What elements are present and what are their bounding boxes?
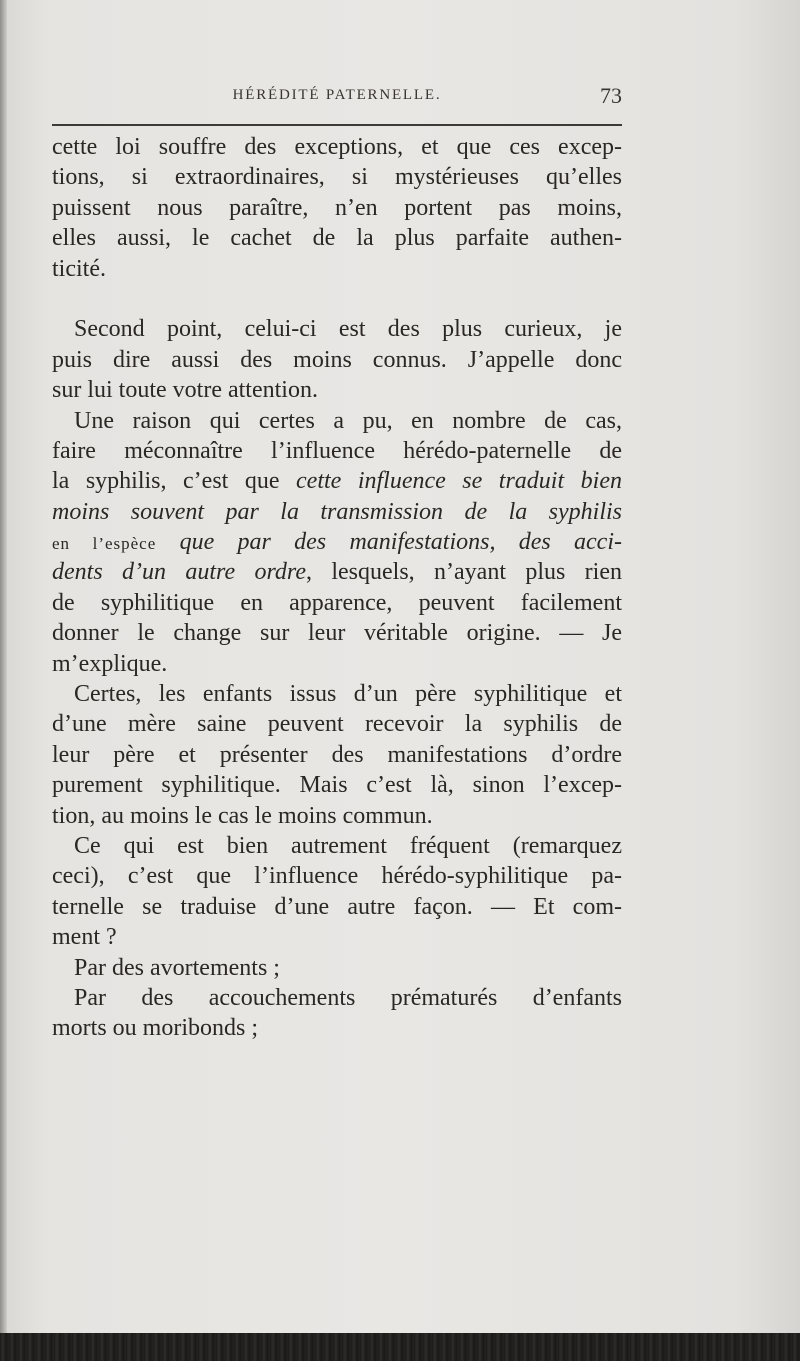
text-line: ceci), c’est que l’influence hérédo-syphilitique pa- [52, 863, 622, 890]
text-line: Par des avortements ; [74, 954, 280, 981]
text-line: cette loi souffre des exceptions, et que ces excep- [52, 134, 622, 160]
text-line: puissent nous paraître, n’en portent pas moins, [52, 194, 622, 221]
running-head [52, 83, 622, 113]
scan-bottom-edge [0, 1333, 800, 1361]
running-title: HÉRÉDITÉ PATERNELLE. [232, 87, 442, 103]
text-line: Second point, celui-ci est des plus curieux, je [74, 316, 622, 343]
body-text [52, 132, 622, 1044]
text-line: purement syphilitique. Mais c’est là, sinon l’excep- [52, 772, 622, 799]
text-line: d’une mère saine peuvent recevoir la syphilis de [52, 711, 622, 738]
text-line: morts ou moribonds ; [52, 1015, 259, 1042]
header-rule [52, 124, 622, 126]
text-line: sur lui toute votre attention. [52, 377, 318, 404]
text-line [52, 527, 622, 557]
text-line: puis dire aussi des moins connus. J’appelle donc [52, 346, 622, 373]
text-line: m’explique. [52, 650, 168, 677]
text-line: tion, au moins le cas le moins commun. [52, 802, 433, 829]
text-line: ternelle se traduise d’une autre façon. — Et com- [52, 893, 622, 920]
text-line: donner le change sur leur véritable origine. — Je [52, 620, 622, 647]
page-number: 73 [600, 83, 622, 108]
page-gutter-shadow [0, 0, 7, 1361]
text-line: elles aussi, le cachet de la plus parfaite authen- [52, 225, 622, 252]
paragraph-gap [52, 284, 622, 314]
text-line: Ce qui est bien autrement fréquent (remarquez [74, 832, 622, 859]
text-run: la syphilis, c’est que [52, 468, 297, 495]
text-line: leur père et présenter des manifestations d’ordre [52, 741, 622, 768]
italic-run: cette influence se traduit bien [296, 468, 622, 495]
text-line: tions, si extraordinaires, si mystérieuses qu’elles [52, 164, 622, 191]
italic-run: moins souvent par la transmission de la syphilis [52, 498, 622, 525]
text-run: , lesquels, n’ayant plus rien [306, 559, 622, 586]
text-line: Par des accouchements prématurés d’enfants [74, 984, 622, 1011]
text-line: ment ? [52, 924, 117, 951]
text-line: faire méconnaître l’influence hérédo-paternelle de [52, 437, 622, 464]
text-line: de syphilitique en apparence, peuvent facilement [52, 589, 622, 616]
italic-run: que par des manifestations, des acci- [156, 529, 622, 556]
text-line [52, 466, 622, 496]
text-line: ticité. [52, 255, 106, 282]
text-line [52, 557, 622, 587]
text-line: Certes, les enfants issus d’un père syphilitique et [74, 681, 622, 708]
italic-run: dents d’un autre ordre [52, 559, 307, 586]
small-caps-run: en l’espèce [52, 534, 157, 554]
text-line: Une raison qui certes a pu, en nombre de cas, [74, 407, 622, 434]
text-line [52, 497, 622, 527]
